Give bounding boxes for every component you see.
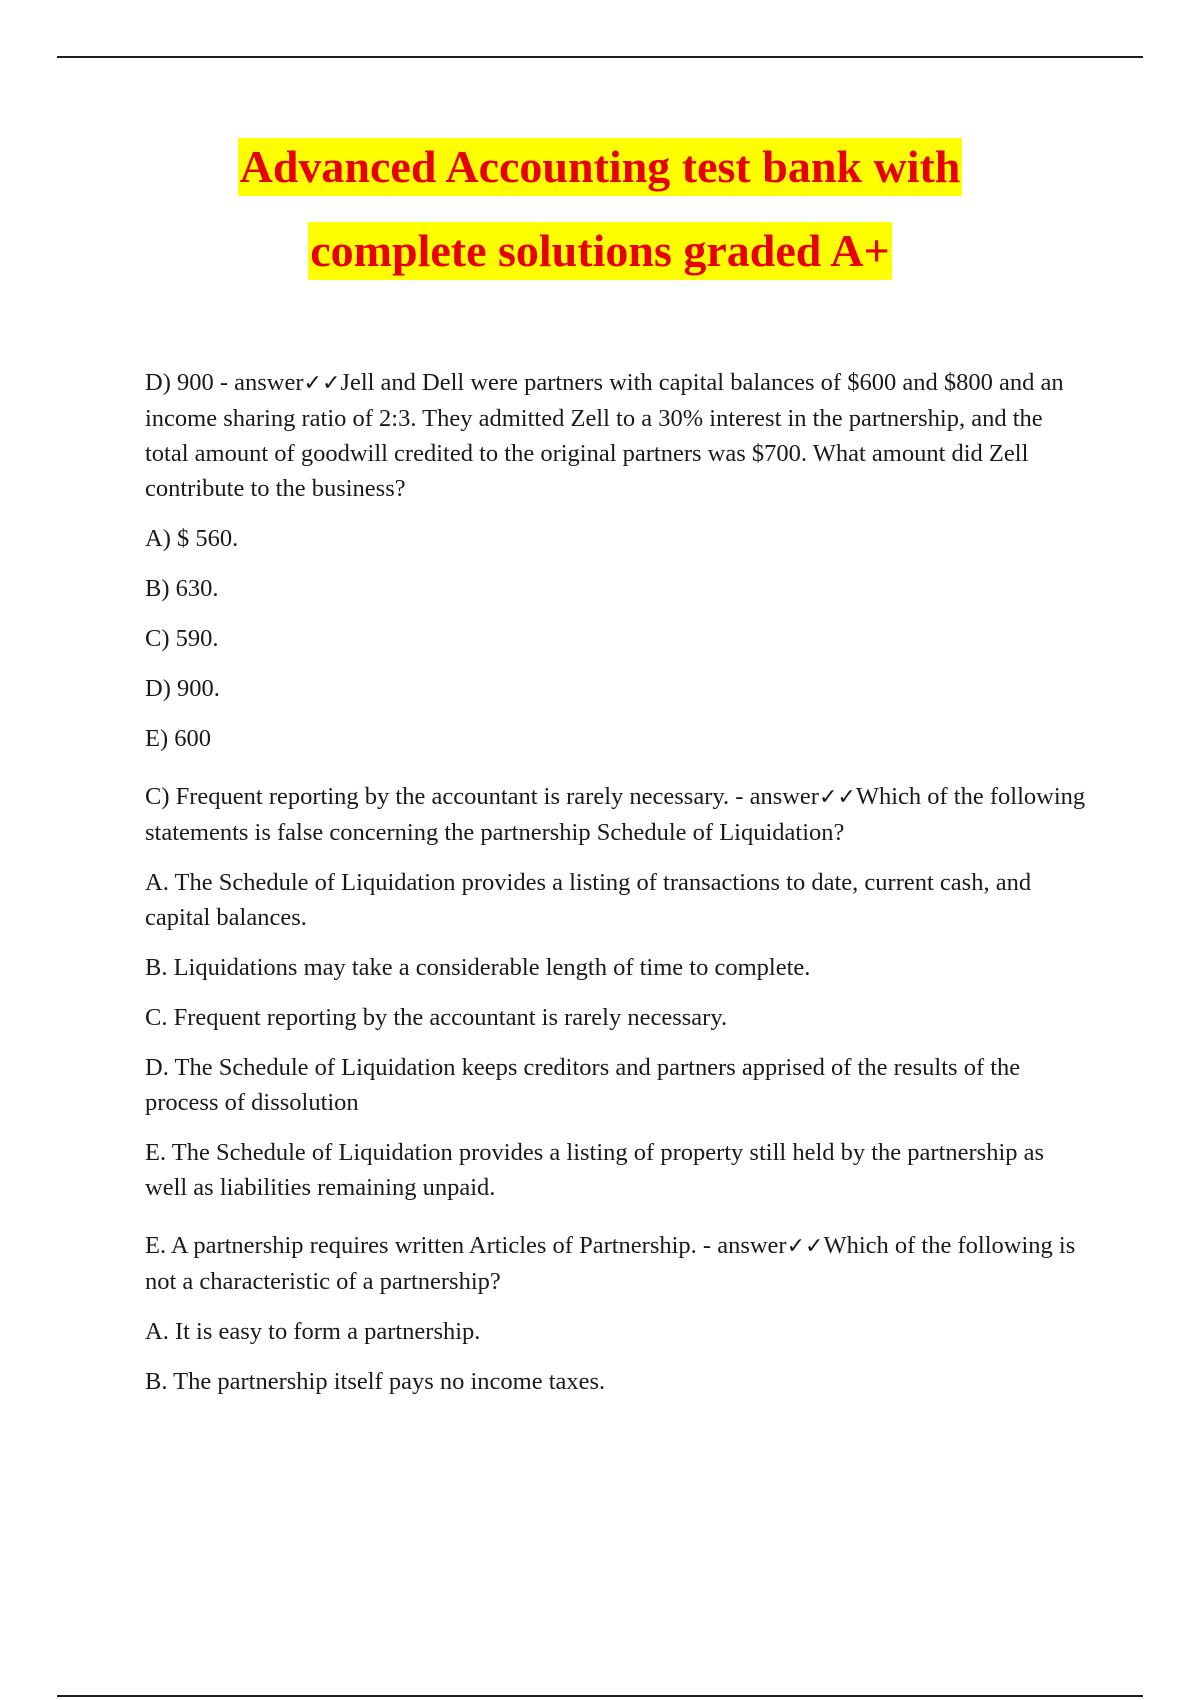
question-1-answer: D) 900 - answer (145, 369, 304, 396)
question-2 (145, 779, 1090, 850)
question-3-prompt: Which of the following is not a characteristic of a partnership? (145, 1232, 1076, 1295)
question-2-option-b: B. Liquidations may take a considerable length of time to complete. (145, 954, 811, 981)
top-rule (57, 56, 1143, 58)
question-2-answer: C) Frequent reporting by the accountant is rarely necessary. - answer (145, 783, 819, 810)
question-3-option-a: A. It is easy to form a partnership. (145, 1318, 481, 1345)
document-title (0, 138, 1200, 306)
double-check-icon: ✓✓ (303, 371, 341, 396)
question-2-option-d: D. The Schedule of Liquidation keeps creditors and partners apprised of the results of the process of dissolution (145, 1054, 1021, 1116)
question-2-option-e: E. The Schedule of Liquidation provides a listing of property still held by the partnership as well as liabilities remaining unpaid. (145, 1139, 1045, 1201)
bottom-rule (57, 1695, 1143, 1697)
question-3 (145, 1228, 1090, 1299)
question-2-prompt: Which of the following statements is false concerning the partnership Schedule of Liquidation? (145, 783, 1086, 846)
question-1-prompt: Jell and Dell were partners with capital balances of $600 and $800 and an income sharing ratio of 2:3. They admitted Zell to a 30% interest in the partnership, and the total amount of goodwill credited to the original partners was $700. What amount did Zell contribute to the business? (145, 369, 1064, 502)
question-1-option-d: D) 900. (145, 675, 220, 702)
document-body (145, 365, 1090, 1414)
question-1-option-a: A) $ 560. (145, 525, 239, 552)
double-check-icon: ✓✓ (786, 1234, 824, 1259)
question-2-option-a: A. The Schedule of Liquidation provides a listing of transactions to date, current cash, and capital balances. (145, 869, 1032, 931)
double-check-icon: ✓✓ (818, 785, 856, 810)
question-3-answer: E. A partnership requires written Articles of Partnership. - answer (145, 1232, 787, 1259)
title-line-2: complete solutions graded A+ (308, 222, 892, 280)
question-1-option-e: E) 600 (145, 725, 211, 752)
question-1-option-b: B) 630. (145, 575, 219, 602)
question-2-option-c: C. Frequent reporting by the accountant is rarely necessary. (145, 1004, 728, 1031)
question-3-option-b: B. The partnership itself pays no income taxes. (145, 1368, 606, 1395)
question-1-option-c: C) 590. (145, 625, 219, 652)
title-line-1: Advanced Accounting test bank with (238, 138, 963, 196)
question-1 (145, 365, 1090, 506)
